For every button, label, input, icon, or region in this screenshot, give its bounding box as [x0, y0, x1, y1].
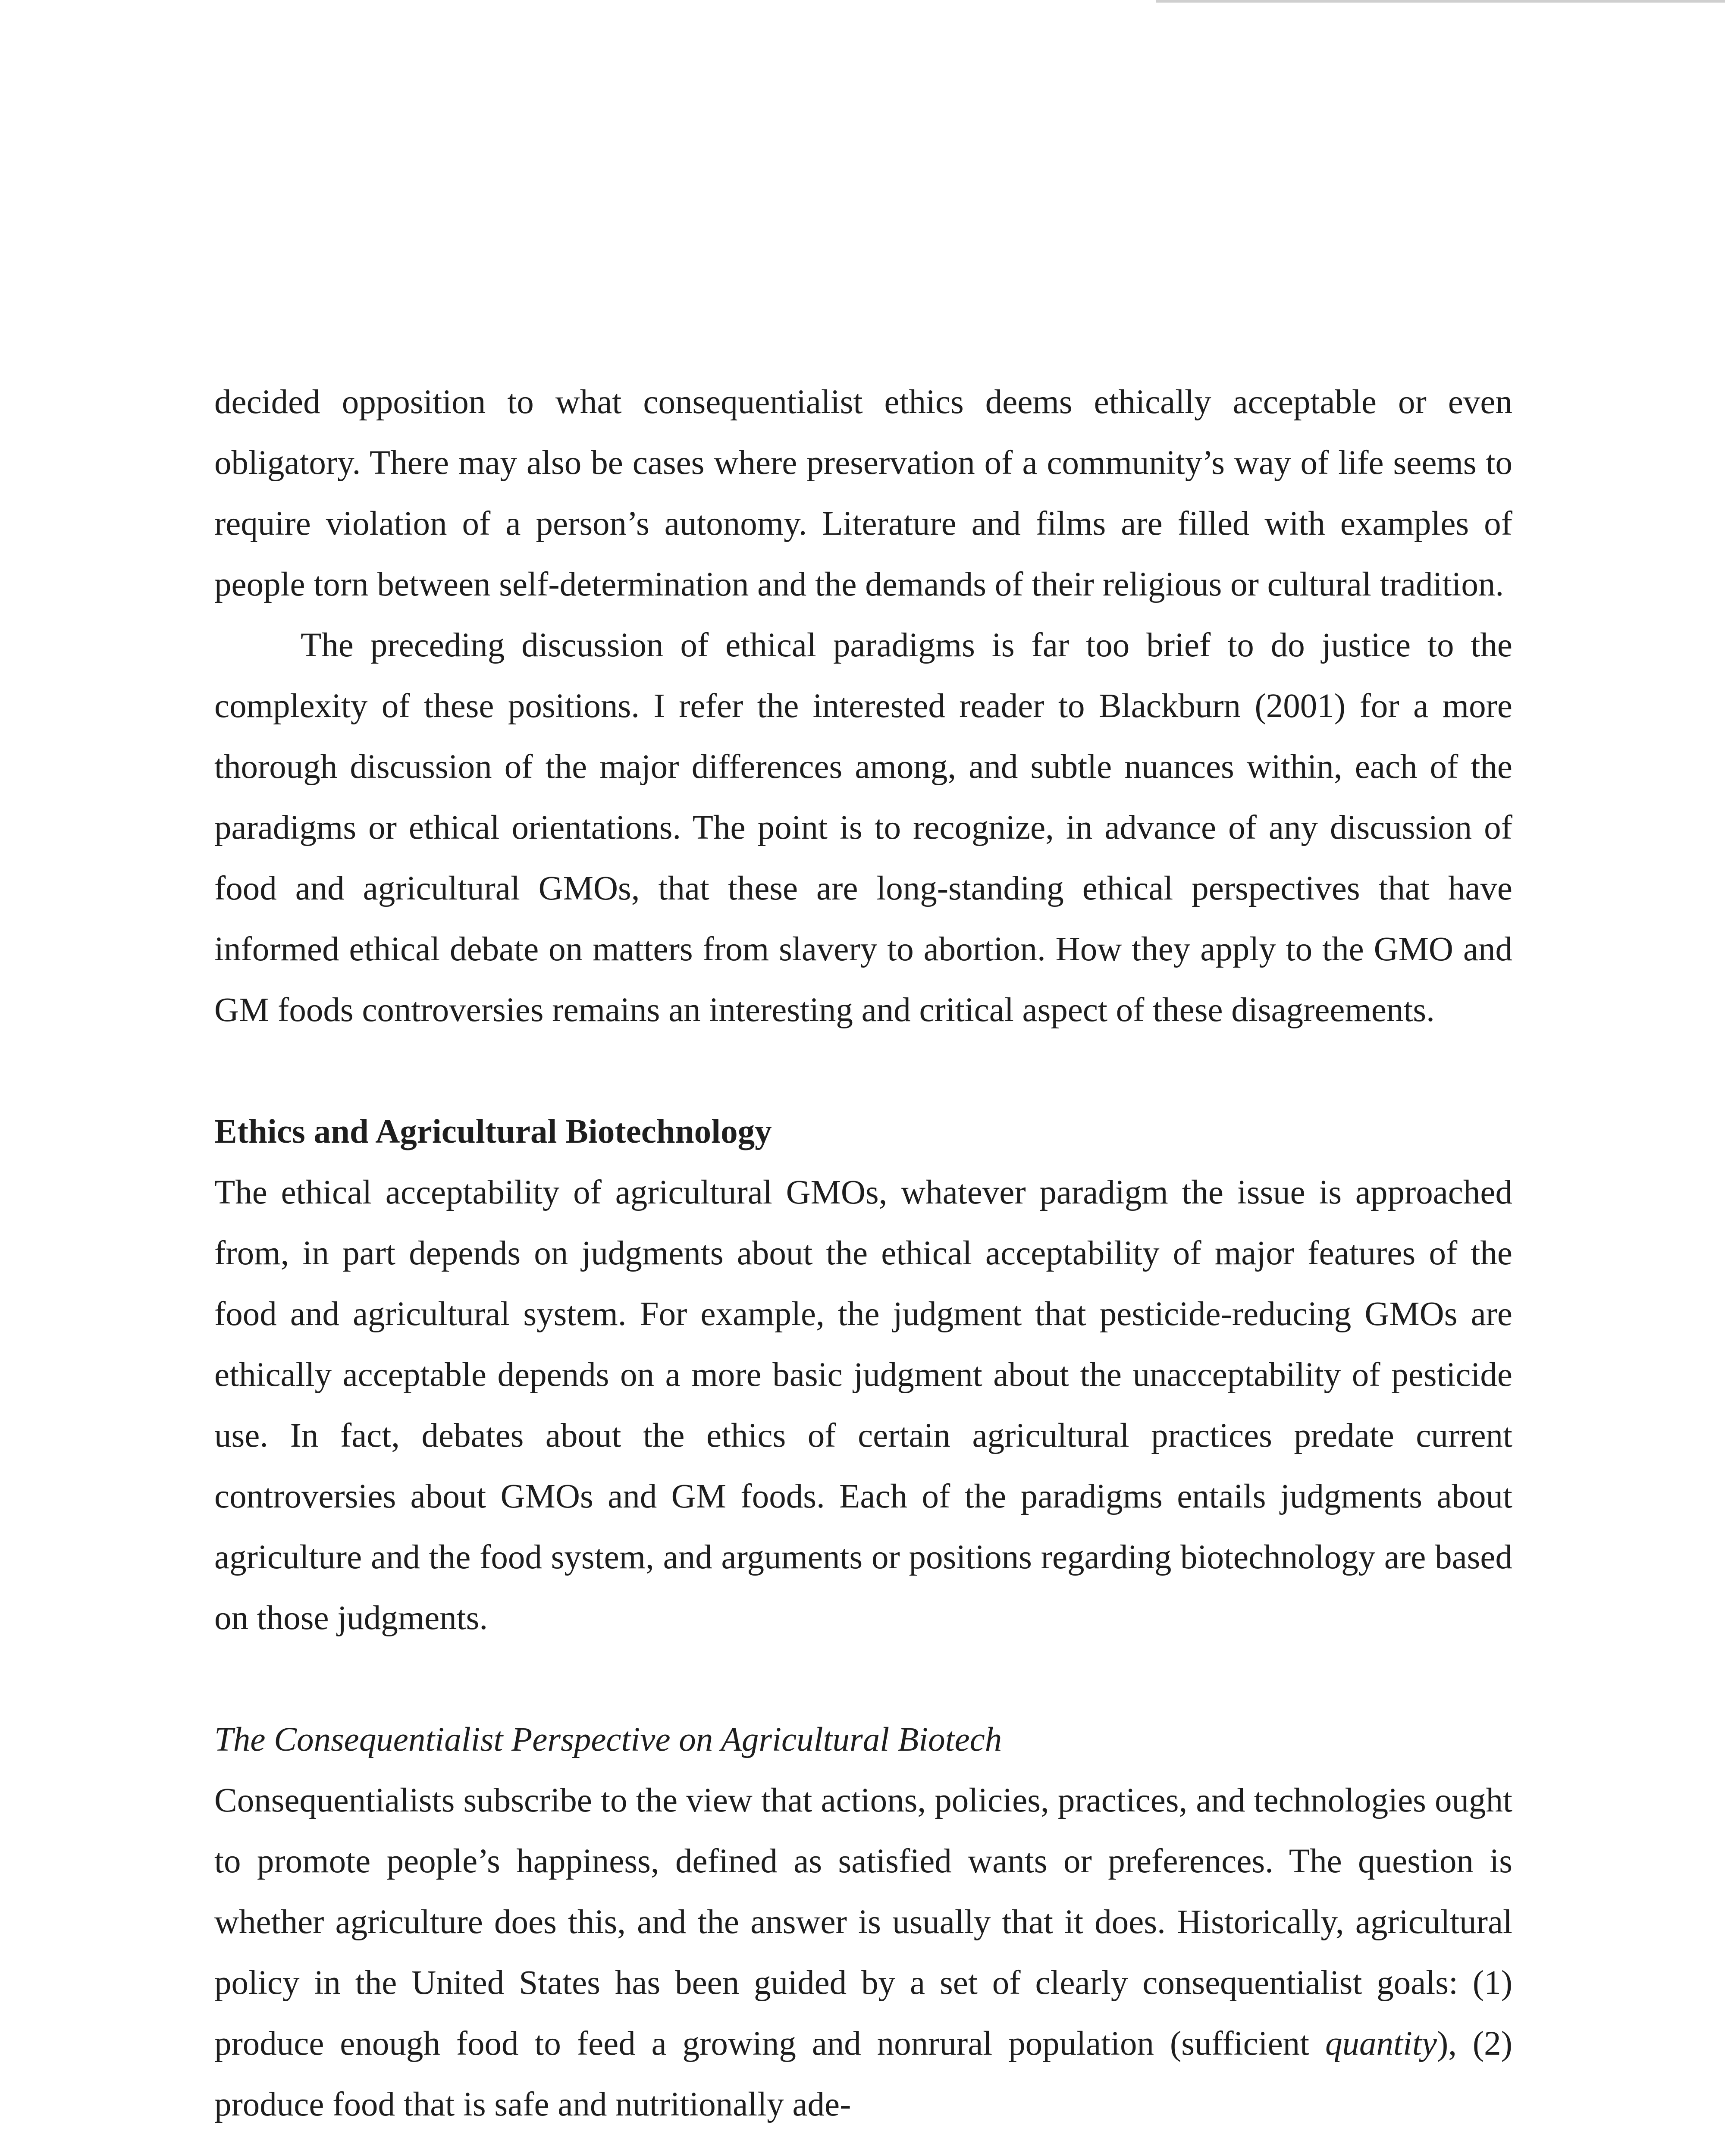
paragraph-ethical-paradigms: The preceding discussion of ethical paradigms is far too brief to do justice to the complexity of these positions. I refer the interested reader to Blackburn (2001) for a more thorough discussion of the major differences among, and subtle nuances within, each of the paradigms or ethical orientations. The point is to recognize, in advance of any discussion of food and agricultural GMOs, that these are long-standing ethical perspectives that have informed ethical debate on matters from slavery to abortion. How they apply to the GMO and GM foods controversies remains an interesting and critical aspect of these disagreements. — [214, 627, 1512, 1029]
subsection-spacer — [214, 1648, 1512, 1709]
section-heading: Ethics and Agricultural Biotechnology — [214, 1113, 772, 1150]
paragraph-text-start: Consequentialists subscribe to the view that actions, policies, practices, and technologies ought to promote people’s happiness, defined as satisfied wants or preferences. The question is whether agriculture does this, and the answer is usually that it does. Historically, agricultural policy in the United States has been guided by a set of clearly consequentialist goals: (1) produce enough food to feed a growing and nonrural population (sufficient — [214, 1782, 1512, 2062]
subsection-heading: The Consequentialist Perspective on Agricultural Biotech — [214, 1721, 1002, 1758]
paragraph-continued: decided opposition to what consequentialist ethics deems ethically acceptable or even obligatory. There may also be cases where preservation of a community’s way of life seems to require violation of a person’s autonomy. Literature and films are filled with examples of people torn between self-determination and the demands of their religious or cultural tradition. — [214, 383, 1512, 603]
paragraph-consequentialist — [214, 1770, 1512, 2135]
top-edge-rule — [1156, 0, 1725, 3]
section-spacer — [214, 1040, 1512, 1101]
emphasis-quantity: quantity — [1325, 2025, 1437, 2062]
paragraph-ethics-agri-biotech: The ethical acceptability of agricultural GMOs, whatever paradigm the issue is approached from, in part depends on judgments about the ethical acceptability of major features of the food and agricultural system. For example, the judgment that pesticide-reducing GMOs are ethically acceptable depends on a more basic judgment about the unacceptability of pesticide use. In fact, debates about the ethics of certain agricultural practices predate current controversies about GMOs and GM foods. Each of the paradigms entails judgments about agriculture and the food system, and arguments or positions regarding biotechnology are based on those judgments. — [214, 1174, 1512, 1637]
paragraph-text-end: ), (2) produce food that is safe and nutritionally ade- — [214, 2025, 1512, 2123]
page-body — [214, 372, 1512, 2135]
